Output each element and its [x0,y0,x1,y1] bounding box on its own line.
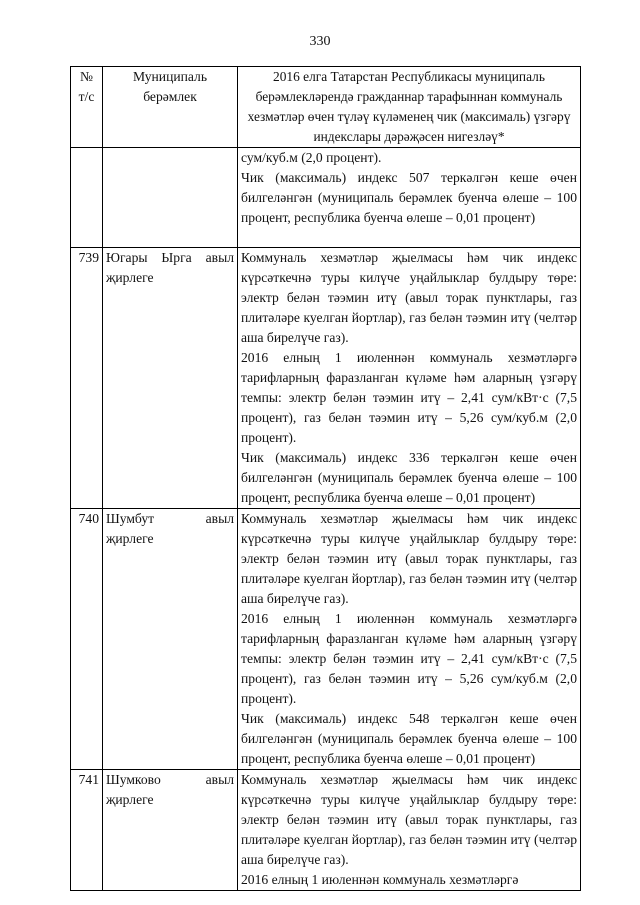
header-number: № т/с [71,67,103,148]
row-number: 739 [71,248,103,509]
header-justification: 2016 елга Татарстан Республикасы муниципаль берәмлекләрендә гражданнар тарафыннан коммуналь хезмәтләр өчен түләү күләменең чик (максималь) үзгәрү индекслары дәрәҗәсен нигезләү* [238,67,581,148]
table-header-row [71,67,581,148]
row-paragraph: 2016 елның 1 июленнән коммуналь хезмәтләргә [241,872,519,887]
tariff-index-table [70,66,581,891]
row-paragraph: 2016 елның 1 июленнән коммуналь хезмәтләргә тарифларның фаразланган күләме һәм аларның үзгәрү темпы: электр белән тәэмин итү – 2,41 сум/кВт·с (7,5 процент), газ белән тәэмин итү – 5,26 сум/куб.м (2,0 процент). [241,350,577,445]
page-number: 330 [309,34,331,49]
header-municipality: Муниципаль берәмлек [103,67,238,148]
continuation-line: Чик (максималь) индекс 507 теркәлгән кеше өчен билгеләнгән (муниципаль берәмлек буенча өлеше – 100 процент, республика буенча өлеше – 0,01 процент) [241,170,577,225]
row-paragraph: Чик (максималь) индекс 548 теркәлгән кеше өчен билгеләнгән (муниципаль берәмлек буенча өлеше – 100 процент, республика буенча өлеше – 0,01 процент) [241,711,577,766]
row-paragraph: 2016 елның 1 июленнән коммуналь хезмәтләргә тарифларның фаразланган күләме һәм аларның үзгәрү темпы: электр белән тәэмин итү – 2,41 сум/кВт·с (7,5 процент), газ белән тәэмин итү – 5,26 сум/куб.м (2,0 процент). [241,611,577,706]
row-number: 741 [71,770,103,891]
row-description [238,248,581,509]
continuation-row [71,148,581,248]
row-municipality: Шумково авыл җирлеге [103,770,238,891]
table-row [71,509,581,770]
continuation-line: сум/куб.м (2,0 процент). [241,150,382,165]
row-paragraph: Чик (максималь) индекс 336 теркәлгән кеше өчен билгеләнгән (муниципаль берәмлек буенча өлеше – 100 процент, республика буенча өлеше – 0,01 процент) [241,450,577,505]
row-municipality: Шумбут авыл җирлеге [103,509,238,770]
table-row [71,770,581,891]
row-paragraph: Коммуналь хезмәтләр җыелмасы һәм чик индекс күрсәткечнә туры килүче уңайлыклар булдыру төре: электр белән тәэмин итү (авыл торак пунктлары, газ плитәләре куелган йортлар), газ белән тәэмин итү (челтәр аша бирелүче газ). [241,772,577,867]
continuation-cell [238,148,581,248]
row-number: 740 [71,509,103,770]
row-paragraph: Коммуналь хезмәтләр җыелмасы һәм чик индекс күрсәткечнә туры килүче уңайлыклар булдыру төре: электр белән тәэмин итү (авыл торак пунктлары, газ плитәләре куелган йортлар), газ белән тәэмин итү (челтәр аша бирелүче газ). [241,511,577,606]
table-row [71,248,581,509]
row-description [238,770,581,891]
row-municipality: Югары Ырга авыл җирлеге [103,248,238,509]
row-description [238,509,581,770]
row-paragraph: Коммуналь хезмәтләр җыелмасы һәм чик индекс күрсәткечнә туры килүче уңайлыклар булдыру төре: электр белән тәэмин итү (авыл торак пунктлары, газ плитәләре куелган йортлар), газ белән тәэмин итү (челтәр аша бирелүче газ). [241,250,577,345]
